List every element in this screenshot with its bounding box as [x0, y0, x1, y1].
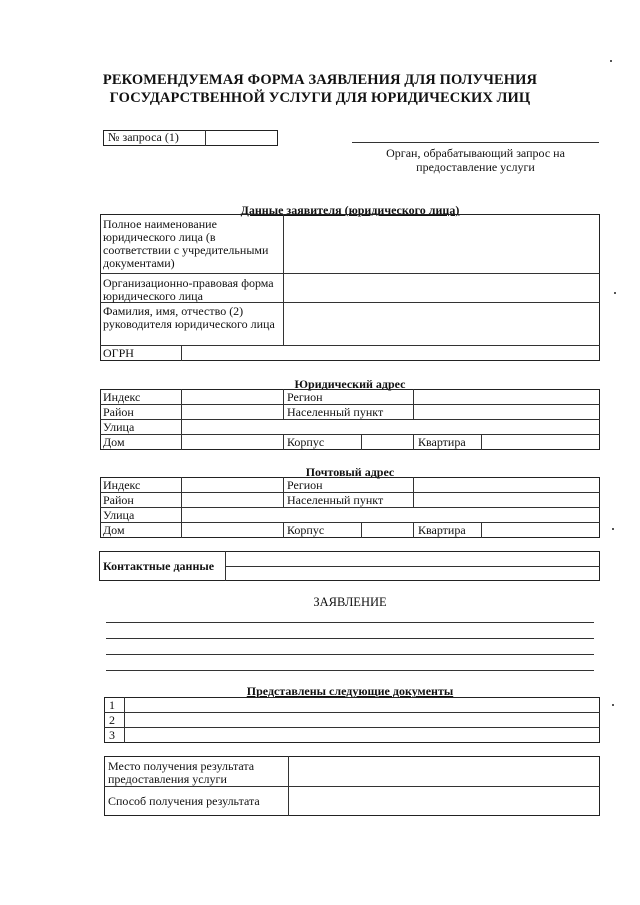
- legal-address-col-divider: [283, 434, 284, 450]
- statement-line[interactable]: [106, 670, 594, 671]
- legal-index-field[interactable]: [183, 391, 281, 403]
- organ-caption-2: предоставление услуги: [416, 160, 535, 174]
- postal-settlement-label: Населенный пункт: [287, 493, 384, 507]
- full-name-label: Полное наименование юридического лица (в соответствии с учредительными документами): [103, 217, 269, 270]
- legal-form-field[interactable]: [285, 275, 598, 301]
- postal-address-col-divider: [283, 522, 284, 538]
- postal-address-col-divider: [413, 522, 414, 538]
- legal-apartment-label: Квартира: [418, 435, 466, 449]
- postal-address-col-divider: [361, 522, 362, 538]
- postal-address-col-divider: [181, 477, 182, 538]
- legal-building-label: Корпус: [287, 435, 325, 449]
- documents-divider: [104, 712, 600, 713]
- result-place-label: Место получения результата предоставления услуги: [108, 759, 255, 786]
- legal-address-col-divider: [283, 389, 284, 419]
- statement-line[interactable]: [106, 638, 594, 639]
- result-method-field[interactable]: [290, 788, 598, 814]
- legal-settlement-label: Населенный пункт: [287, 405, 384, 419]
- legal-region-label: Регион: [287, 390, 323, 404]
- legal-address-col-divider: [481, 434, 482, 450]
- ogrn-field[interactable]: [183, 347, 598, 360]
- postal-street-label: Улица: [103, 508, 135, 522]
- legal-apartment-field[interactable]: [483, 436, 598, 448]
- scan-speck: [612, 704, 614, 706]
- result-place-field[interactable]: [290, 758, 598, 784]
- legal-address-heading: Юридический адрес: [294, 377, 406, 391]
- statement-line[interactable]: [106, 622, 594, 623]
- postal-building-label: Корпус: [287, 523, 325, 537]
- postal-address-heading: Почтовый адрес: [305, 465, 395, 479]
- legal-settlement-field[interactable]: [415, 406, 598, 418]
- postal-apartment-field[interactable]: [483, 524, 598, 536]
- applicant-heading: Данные заявителя (юридического лица): [240, 203, 460, 217]
- postal-address-row-divider: [100, 507, 600, 508]
- ogrn-label: ОГРН: [103, 346, 134, 360]
- contacts-label: Контактные данные: [103, 559, 215, 573]
- postal-address-col-divider: [481, 522, 482, 538]
- legal-address-row-divider: [100, 419, 600, 420]
- postal-house-label: Дом: [103, 523, 125, 537]
- statement-line[interactable]: [106, 654, 594, 655]
- postal-index-field[interactable]: [183, 479, 281, 491]
- legal-house-field[interactable]: [183, 436, 281, 448]
- document-row-number: 3: [109, 728, 115, 742]
- postal-district-label: Район: [103, 493, 134, 507]
- applicant-col-divider: [283, 214, 284, 345]
- postal-address-col-divider: [283, 477, 284, 507]
- postal-street-field[interactable]: [183, 509, 598, 521]
- postal-address-row-divider: [100, 522, 600, 523]
- postal-index-label: Индекс: [103, 478, 141, 492]
- document-field-2[interactable]: [126, 714, 598, 726]
- legal-house-label: Дом: [103, 435, 125, 449]
- head-name-field[interactable]: [285, 304, 598, 344]
- document-row-number: 2: [109, 713, 115, 727]
- request-number-divider: [205, 130, 206, 146]
- postal-region-label: Регион: [287, 478, 323, 492]
- legal-address-col-divider: [413, 389, 414, 419]
- postal-settlement-field[interactable]: [415, 494, 598, 506]
- full-name-field[interactable]: [285, 216, 598, 272]
- ogrn-divider: [181, 345, 182, 361]
- contacts-field-2[interactable]: [227, 568, 598, 580]
- result-divider: [104, 786, 600, 787]
- scan-speck: [610, 60, 612, 62]
- contacts-field-1[interactable]: [227, 553, 598, 565]
- result-method-label: Способ получения результата: [108, 794, 260, 808]
- legal-index-label: Индекс: [103, 390, 141, 404]
- request-number-field[interactable]: [207, 131, 276, 145]
- postal-apartment-label: Квартира: [418, 523, 466, 537]
- postal-house-field[interactable]: [183, 524, 281, 536]
- legal-address-row-divider: [100, 434, 600, 435]
- legal-address-col-divider: [361, 434, 362, 450]
- title-line-2: ГОСУДАРСТВЕННОЙ УСЛУГИ ДЛЯ ЮРИДИЧЕСКИХ ЛИЦ: [109, 90, 531, 106]
- legal-form-label: Организационно-правовая форма юридического лица: [103, 276, 274, 303]
- applicant-row-divider: [100, 345, 600, 346]
- applicant-row-divider: [100, 273, 600, 274]
- documents-divider: [124, 697, 125, 743]
- request-number-label: № запроса (1): [108, 130, 179, 144]
- legal-district-field[interactable]: [183, 406, 281, 418]
- postal-region-field[interactable]: [415, 479, 598, 491]
- contacts-divider: [225, 566, 600, 567]
- documents-heading: Представлены следующие документы: [246, 684, 454, 698]
- postal-address-col-divider: [413, 477, 414, 507]
- legal-address-col-divider: [181, 389, 182, 450]
- legal-address-col-divider: [413, 434, 414, 450]
- head-name-label: Фамилия, имя, отчество (2) руководителя юридического лица: [103, 304, 275, 331]
- scan-speck: [614, 292, 616, 294]
- legal-district-label: Район: [103, 405, 134, 419]
- document-row-number: 1: [109, 698, 115, 712]
- title-line-1: РЕКОМЕНДУЕМАЯ ФОРМА ЗАЯВЛЕНИЯ ДЛЯ ПОЛУЧЕНИЯ: [102, 72, 538, 88]
- documents-divider: [104, 727, 600, 728]
- postal-building-field[interactable]: [363, 524, 411, 536]
- page-title: [0, 71, 640, 107]
- organ-caption-1: Орган, обрабатывающий запрос на: [386, 146, 565, 160]
- postal-district-field[interactable]: [183, 494, 281, 506]
- scan-speck: [612, 528, 614, 530]
- document-field-1[interactable]: [126, 699, 598, 711]
- statement-heading: ЗАЯВЛЕНИЕ: [313, 595, 387, 609]
- legal-street-field[interactable]: [183, 421, 598, 433]
- legal-street-label: Улица: [103, 420, 135, 434]
- legal-region-field[interactable]: [415, 391, 598, 403]
- document-field-3[interactable]: [126, 729, 598, 741]
- organ-line[interactable]: [352, 142, 599, 143]
- legal-building-field[interactable]: [363, 436, 411, 448]
